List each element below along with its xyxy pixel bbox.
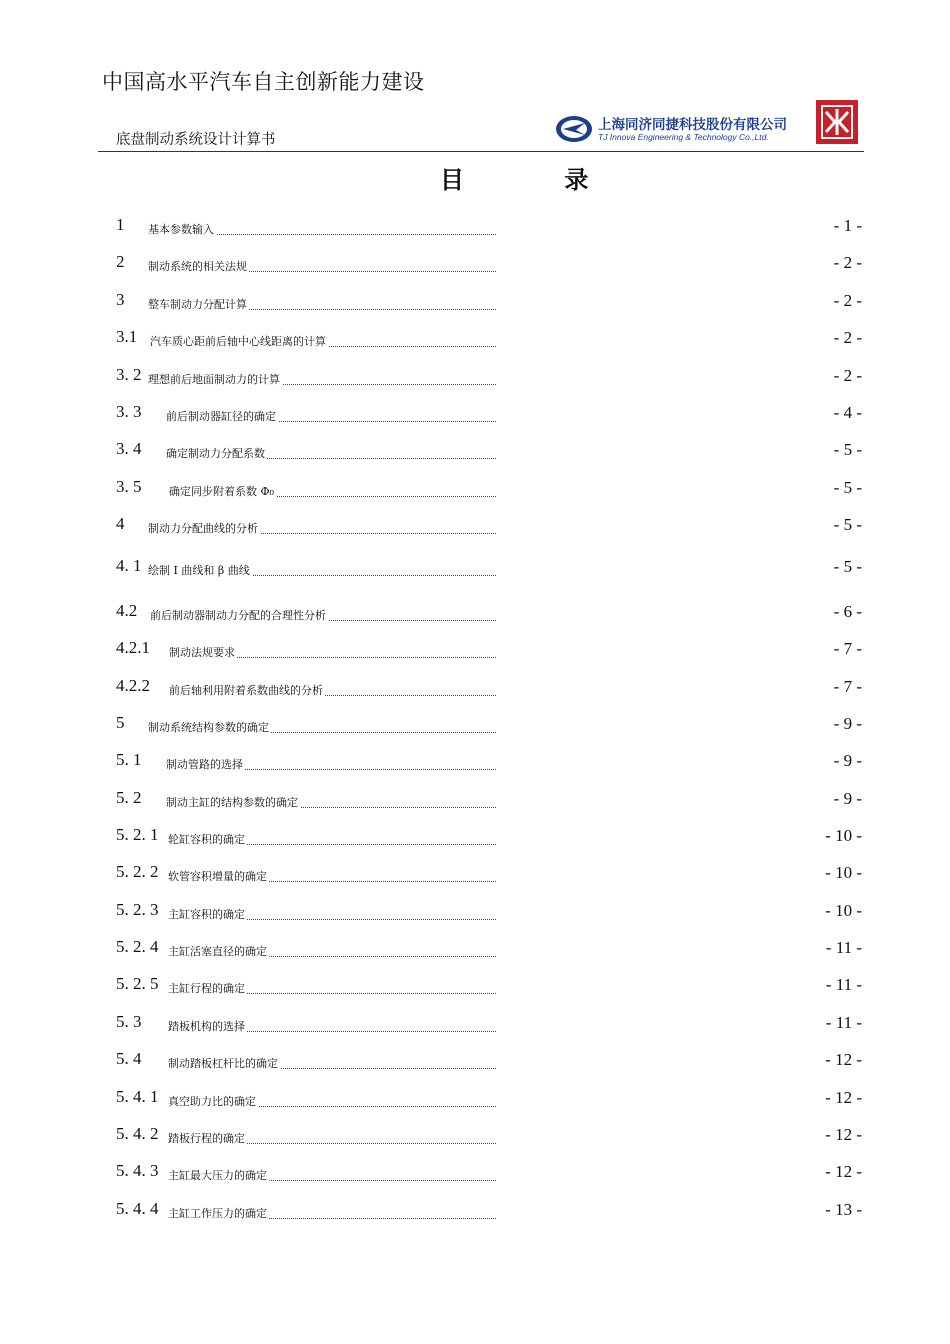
project-title: 中国高水平汽车自主创新能力建设 xyxy=(102,70,425,94)
toc-entry-label: 制动踏板杠杆比的确定 xyxy=(168,1057,278,1070)
company-name-en: TJ Innova Engineering & Technology Co.,Ltd. xyxy=(598,132,769,142)
toc-entry-number: 4. 1 xyxy=(116,556,142,575)
toc-entry-page: - 2 - xyxy=(833,291,862,310)
toc-entry[interactable] xyxy=(116,324,866,350)
toc-entry-page: - 12 - xyxy=(825,1088,862,1107)
toc-entry[interactable] xyxy=(116,971,866,997)
toc-entry-page: - 5 - xyxy=(833,515,862,534)
toc-entry[interactable] xyxy=(116,212,866,238)
toc-entry-page: - 9 - xyxy=(833,789,862,808)
toc-entry-label: 整车制动力分配计算 xyxy=(148,298,247,311)
toc-entry-number: 5. 1 xyxy=(116,750,142,769)
toc-entry-page: - 12 - xyxy=(825,1125,862,1144)
toc-entry-label: 软管容积增量的确定 xyxy=(168,870,267,883)
toc-entry-page: - 7 - xyxy=(833,639,862,658)
toc-entry-label: 踏板机构的选择 xyxy=(168,1020,245,1033)
toc-entry[interactable] xyxy=(116,859,866,885)
toc-entry[interactable] xyxy=(116,934,866,960)
toc-entry-number: 5. 4. 3 xyxy=(116,1161,159,1180)
toc-entry-number: 3. 2 xyxy=(116,365,142,384)
toc-entry-label: 制动法规要求 xyxy=(169,646,235,659)
toc-entry-number: 5. 2. 4 xyxy=(116,937,159,956)
toc-entry-page: - 10 - xyxy=(825,826,862,845)
toc-entry-number: 3. 5 xyxy=(116,477,142,496)
toc-entry-page: - 2 - xyxy=(833,328,862,347)
toc-entry-label: 制动力分配曲线的分析 xyxy=(148,522,258,535)
toc-entry-label: 汽车质心距前后轴中心线距离的计算 xyxy=(150,335,326,348)
toc-entry[interactable] xyxy=(116,598,866,624)
toc-entry-label: 主缸活塞直径的确定 xyxy=(168,945,267,958)
toc-entry-number: 5 xyxy=(116,713,125,732)
toc-entry-number: 4.2.2 xyxy=(116,676,150,695)
toc-entry-page: - 7 - xyxy=(833,677,862,696)
toc-entry[interactable] xyxy=(116,635,866,661)
toc-entry[interactable] xyxy=(116,1046,866,1072)
toc-entry-page: - 12 - xyxy=(825,1050,862,1069)
toc-entry-page: - 2 - xyxy=(833,253,862,272)
company-emblem-icon xyxy=(554,114,594,144)
toc-entry-number: 5. 4 xyxy=(116,1049,142,1068)
toc-entry[interactable] xyxy=(116,1158,866,1184)
toc-entry[interactable] xyxy=(116,553,866,579)
toc-entry-label: 理想前后地面制动力的计算 xyxy=(148,373,280,386)
toc-entry-number: 4.2.1 xyxy=(116,638,150,657)
toc-entry-page: - 5 - xyxy=(833,440,862,459)
toc-entry-page: - 5 - xyxy=(833,478,862,497)
toc-entry[interactable] xyxy=(116,249,866,275)
toc-entry[interactable] xyxy=(116,673,866,699)
toc-entry-number: 5. 4. 1 xyxy=(116,1087,159,1106)
toc-entry-label: 制动系统结构参数的确定 xyxy=(148,721,269,734)
toc-entry-number: 5. 2. 5 xyxy=(116,974,159,993)
toc-entry-label: 前后轴利用附着系数曲线的分析 xyxy=(169,684,323,697)
company-logo xyxy=(554,100,864,146)
toc-entry-page: - 5 - xyxy=(833,557,862,576)
toc-entry[interactable] xyxy=(116,511,866,537)
toc-entry[interactable] xyxy=(116,287,866,313)
toc-entry-number: 4 xyxy=(116,514,125,533)
toc-entry-page: - 9 - xyxy=(833,714,862,733)
toc-entry-label: 绘制 I 曲线和 β 曲线 xyxy=(148,564,250,577)
toc-entry[interactable] xyxy=(116,710,866,736)
toc-entry-label: 制动系统的相关法规 xyxy=(148,260,247,273)
toc-entry[interactable] xyxy=(116,1009,866,1035)
toc-entry-label: 前后制动器制动力分配的合理性分析 xyxy=(150,609,326,622)
toc-entry-number: 2 xyxy=(116,252,125,271)
toc-entry[interactable] xyxy=(116,474,866,500)
toc-heading: 目 录 xyxy=(440,165,635,194)
toc-entry-label: 基本参数输入 xyxy=(148,223,214,236)
toc-entry-number: 5. 4. 2 xyxy=(116,1124,159,1143)
toc-entry-label: 前后制动器缸径的确定 xyxy=(166,410,276,423)
toc-entry-page: - 11 - xyxy=(825,1013,862,1032)
toc-entry-page: - 12 - xyxy=(825,1162,862,1181)
toc-entry-page: - 6 - xyxy=(833,602,862,621)
toc-entry-number: 3. 4 xyxy=(116,439,142,458)
toc-entry-number: 3 xyxy=(116,290,125,309)
company-mark-icon xyxy=(816,100,858,144)
toc-entry-number: 4.2 xyxy=(116,601,138,620)
toc-entry[interactable] xyxy=(116,785,866,811)
toc-entry-label: 主缸行程的确定 xyxy=(168,982,245,995)
toc-entry-page: - 9 - xyxy=(833,751,862,770)
toc-entry[interactable] xyxy=(116,436,866,462)
toc-entry-number: 5. 3 xyxy=(116,1012,142,1031)
toc-entry-number: 5. 4. 4 xyxy=(116,1199,159,1218)
toc-entry-number: 5. 2. 2 xyxy=(116,862,159,881)
document-title: 底盘制动系统设计计算书 xyxy=(116,132,276,148)
toc-entry-page: - 10 - xyxy=(825,863,862,882)
toc-entry-number: 1 xyxy=(116,215,125,234)
toc-entry-page: - 11 - xyxy=(825,938,862,957)
toc-entry[interactable] xyxy=(116,1084,866,1110)
toc-entry-page: - 1 - xyxy=(833,216,862,235)
toc-entry-label: 制动主缸的结构参数的确定 xyxy=(166,796,298,809)
toc-entry[interactable] xyxy=(116,822,866,848)
toc-entry-number: 5. 2 xyxy=(116,788,142,807)
toc-entry[interactable] xyxy=(116,1121,866,1147)
toc-entry-number: 3.1 xyxy=(116,327,138,346)
toc-entry-label: 主缸容积的确定 xyxy=(168,908,245,921)
toc-entry[interactable] xyxy=(116,1196,866,1222)
toc-entry-label: 确定制动力分配系数 xyxy=(166,447,265,460)
company-name-cn: 上海同济同捷科技股份有限公司 xyxy=(598,117,787,133)
toc-entry[interactable] xyxy=(116,747,866,773)
toc-entry-number: 3. 3 xyxy=(116,402,142,421)
toc-entry-page: - 13 - xyxy=(825,1200,862,1219)
toc-entry-label: 制动管路的选择 xyxy=(166,758,243,771)
toc-entry-number: 5. 2. 1 xyxy=(116,825,159,844)
toc-entry-number: 5. 2. 3 xyxy=(116,900,159,919)
toc-entry-page: - 10 - xyxy=(825,901,862,920)
header-divider xyxy=(98,151,864,152)
toc-entry-label: 轮缸容积的确定 xyxy=(168,833,245,846)
toc-entry[interactable] xyxy=(116,399,866,425)
toc-entry-label: 确定同步附着系数 Φ₀ xyxy=(169,485,274,498)
toc-entry-page: - 4 - xyxy=(833,403,862,422)
toc-entry-label: 主缸最大压力的确定 xyxy=(168,1169,267,1182)
toc-entry-label: 主缸工作压力的确定 xyxy=(168,1207,267,1220)
toc-entry[interactable] xyxy=(116,362,866,388)
toc-entry-label: 真空助力比的确定 xyxy=(168,1095,256,1108)
toc-entry-page: - 11 - xyxy=(825,975,862,994)
toc-entry[interactable] xyxy=(116,897,866,923)
toc-entry-page: - 2 - xyxy=(833,366,862,385)
toc-entry-label: 踏板行程的确定 xyxy=(168,1132,245,1145)
